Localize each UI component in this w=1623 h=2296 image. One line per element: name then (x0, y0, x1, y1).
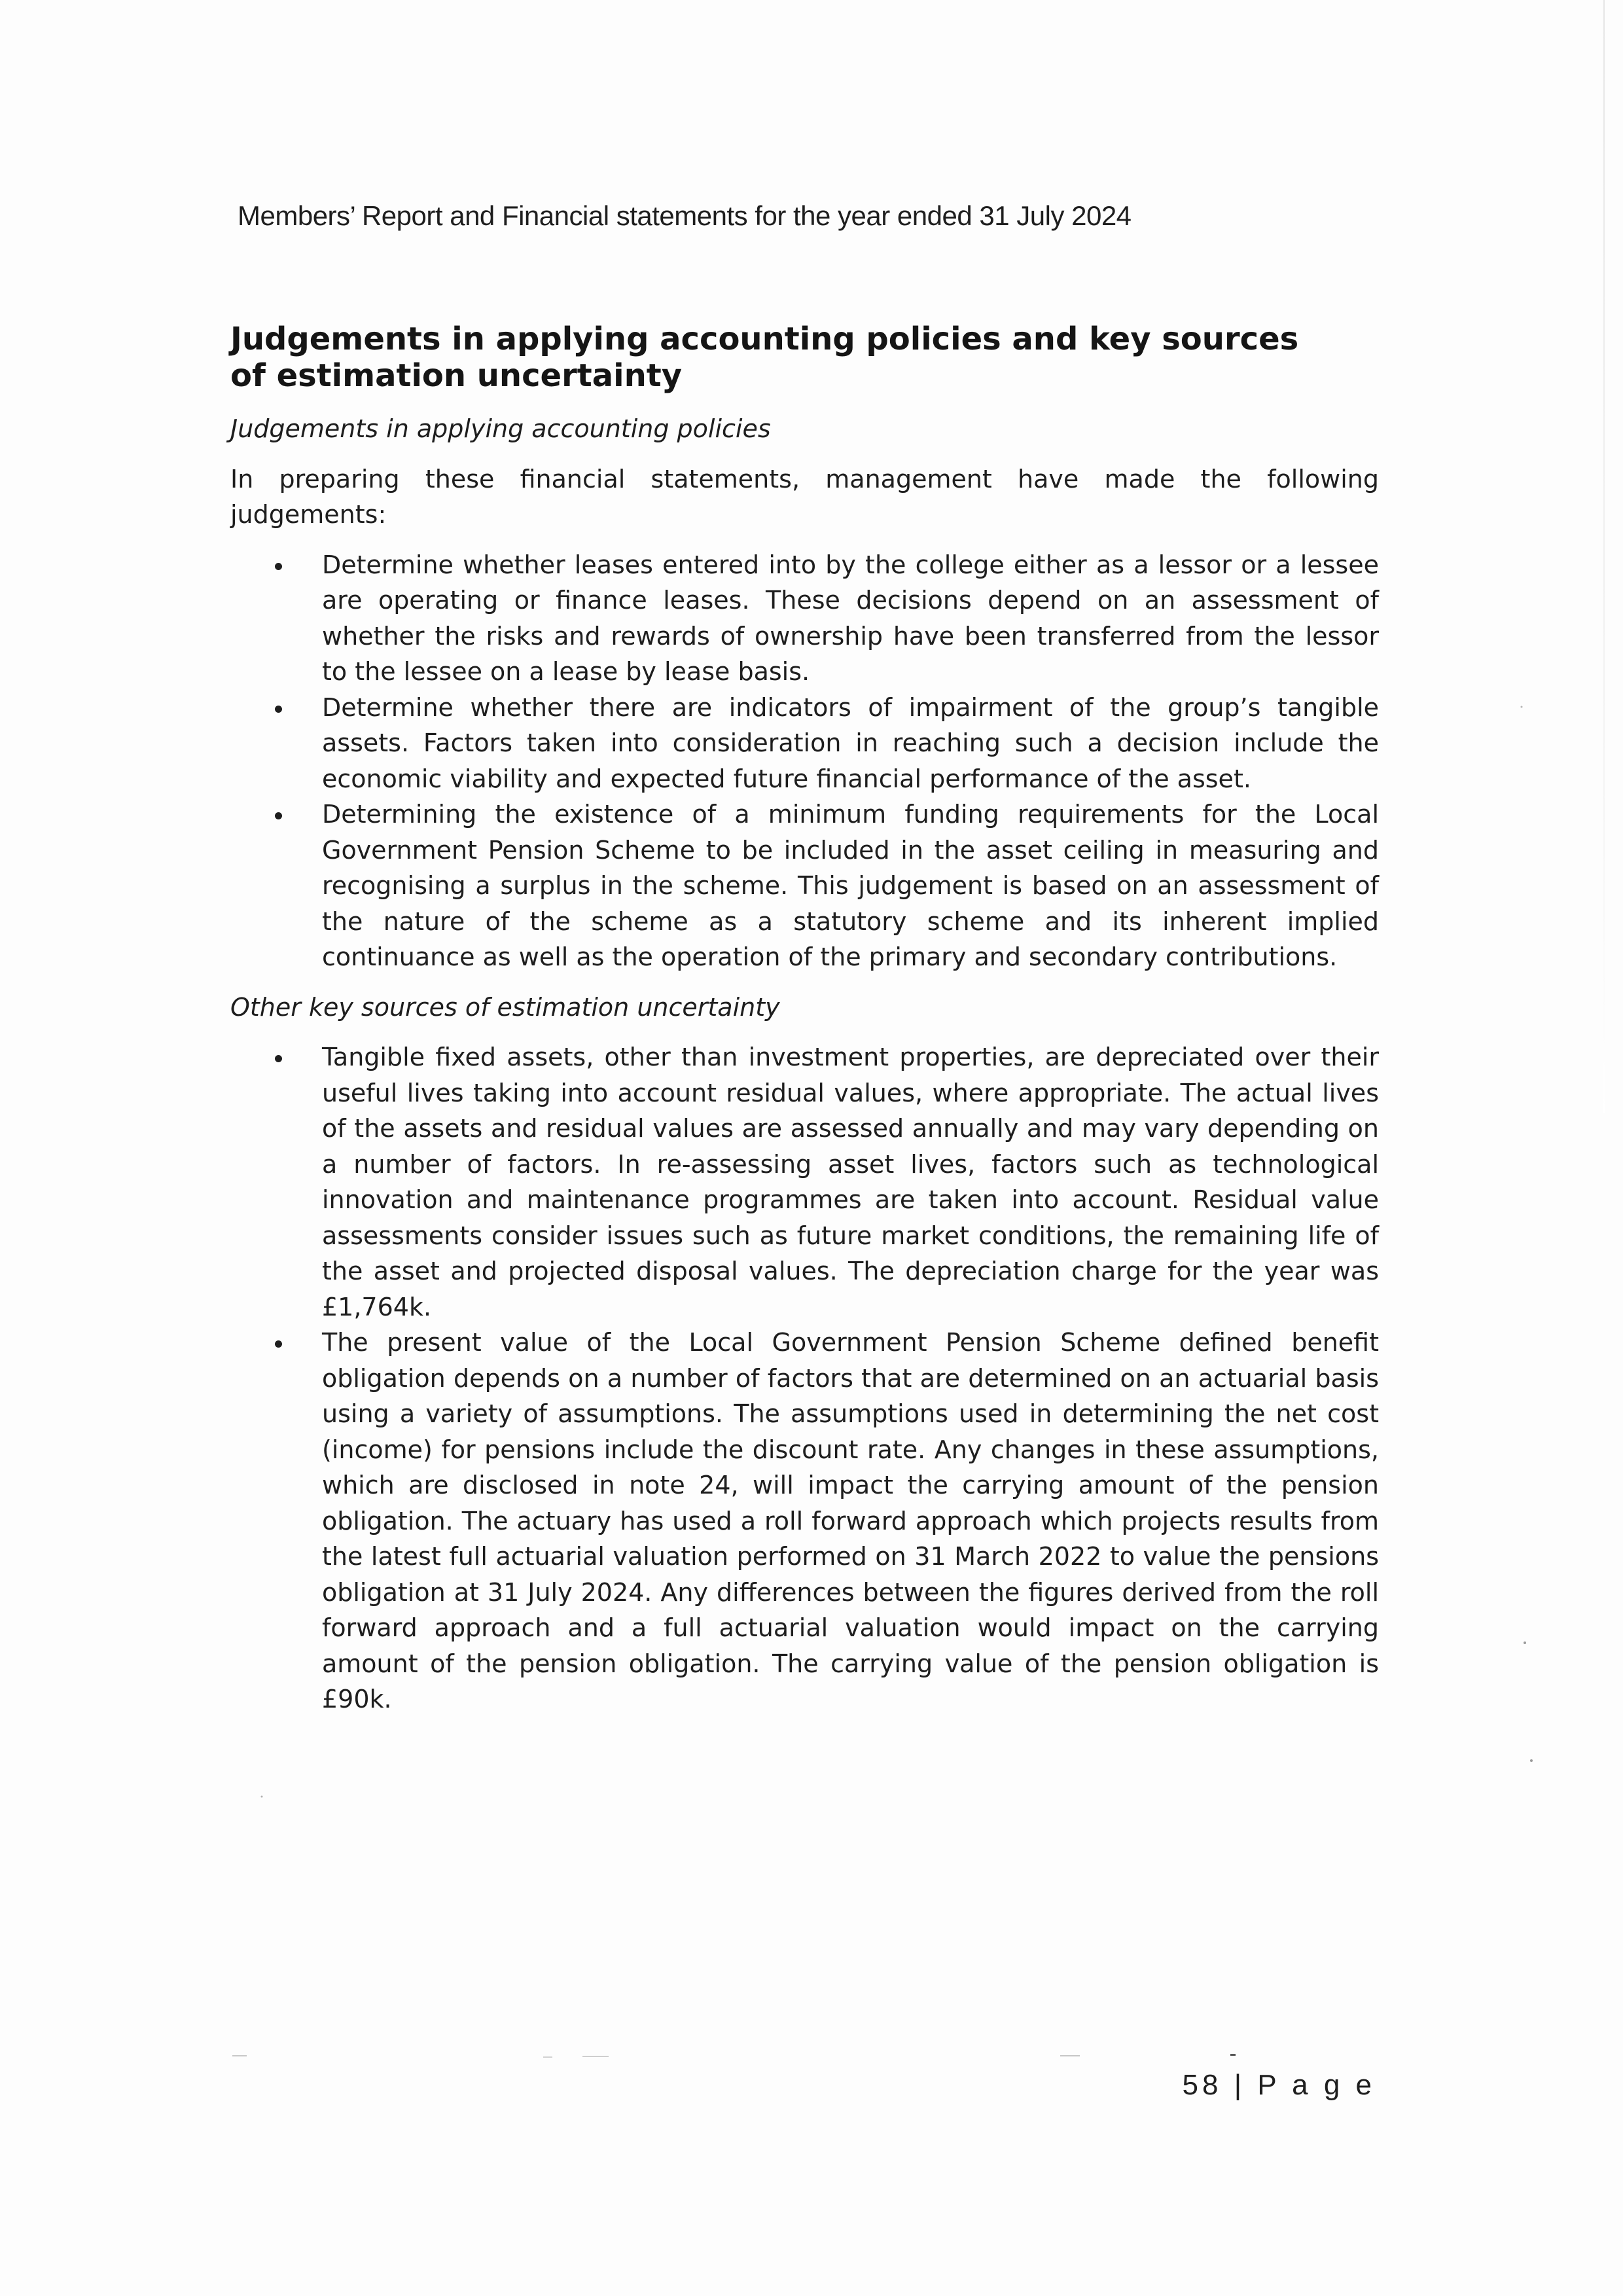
scan-edge-shadow (1603, 0, 1605, 1113)
list-item (230, 1325, 1379, 1717)
judgements-subheading: Judgements in applying accounting policies (230, 414, 771, 443)
list-item (230, 690, 1379, 797)
bullet-icon (275, 563, 282, 570)
judgements-intro: In preparing these financial statements, management have made the following judgements: (230, 464, 1379, 529)
list-item (230, 797, 1379, 975)
list-item-text: Determine whether leases entered into by the college either as a lessor or a lessee are operating or finance leases. These decisions depend on an assessment of whether the risks and rewards of ownership have been transferred from the lessor to the lessee on a lease by lease basis. (322, 550, 1379, 686)
estimation-list (230, 1039, 1379, 1717)
page-number: 58 | P a g e (1182, 2069, 1376, 2101)
running-header: Members’ Report and Financial statements for the year ended 31 July 2024 (238, 200, 1132, 231)
page-content (230, 321, 1379, 1732)
list-item-text: Determining the existence of a minimum funding requirements for the Local Government Pension Scheme to be included in the asset ceiling in measuring and recognising a surplus in the scheme. This judgement is based on an assessment of the nature of the scheme as a statutory scheme and its inherent implied continuance as well as the operation of the primary and secondary contributions. (322, 800, 1379, 971)
judgements-list (230, 547, 1379, 975)
list-item (230, 547, 1379, 690)
list-item (230, 1039, 1379, 1325)
bullet-icon (275, 812, 282, 819)
section-title: Judgements in applying accounting policies and key sources of estimation uncertainty (230, 321, 1299, 394)
list-item-text: Tangible fixed assets, other than investment properties, are depreciated over their useful lives taking into account residual values, where appropriate. The actual lives of the assets and residual values are assessed annually and may vary depending on a number of factors. In re-assessing asset lives, factors such as technological innovation and maintenance programmes are taken into account. Residual value assessments consider issues such as future market conditions, the remaining life of the asset and projected disposal values. The depreciation charge for the year was £1,764k. (322, 1043, 1379, 1321)
bullet-icon (275, 1055, 282, 1062)
bullet-icon (275, 1340, 282, 1348)
list-item-text: Determine whether there are indicators of impairment of the group’s tangible assets. Factors taken into consideration in reaching such a decision include the economic viability and expected future financial performance of the asset. (322, 692, 1379, 793)
estimation-subheading: Other key sources of estimation uncertainty (230, 992, 780, 1022)
bullet-icon (275, 706, 282, 713)
list-item-text: The present value of the Local Government Pension Scheme defined benefit obligation depends on a number of factors that are determined on an actuarial basis using a variety of assumptions. The assumptions used in determining the net cost (income) for pensions include the discount rate. Any changes in these assumptions, which are disclosed in note 24, will impact the carrying amount of the pension obligation. The actuary has used a roll forward approach which projects results from the latest full actuarial valuation performed on 31 March 2022 to value the pensions obligation at 31 July 2024. Any differences between the figures derived from the roll forward approach and a full actuarial valuation would impact on the carrying amount of the pension obligation. The carrying value of the pension obligation is £90k. (322, 1328, 1379, 1713)
